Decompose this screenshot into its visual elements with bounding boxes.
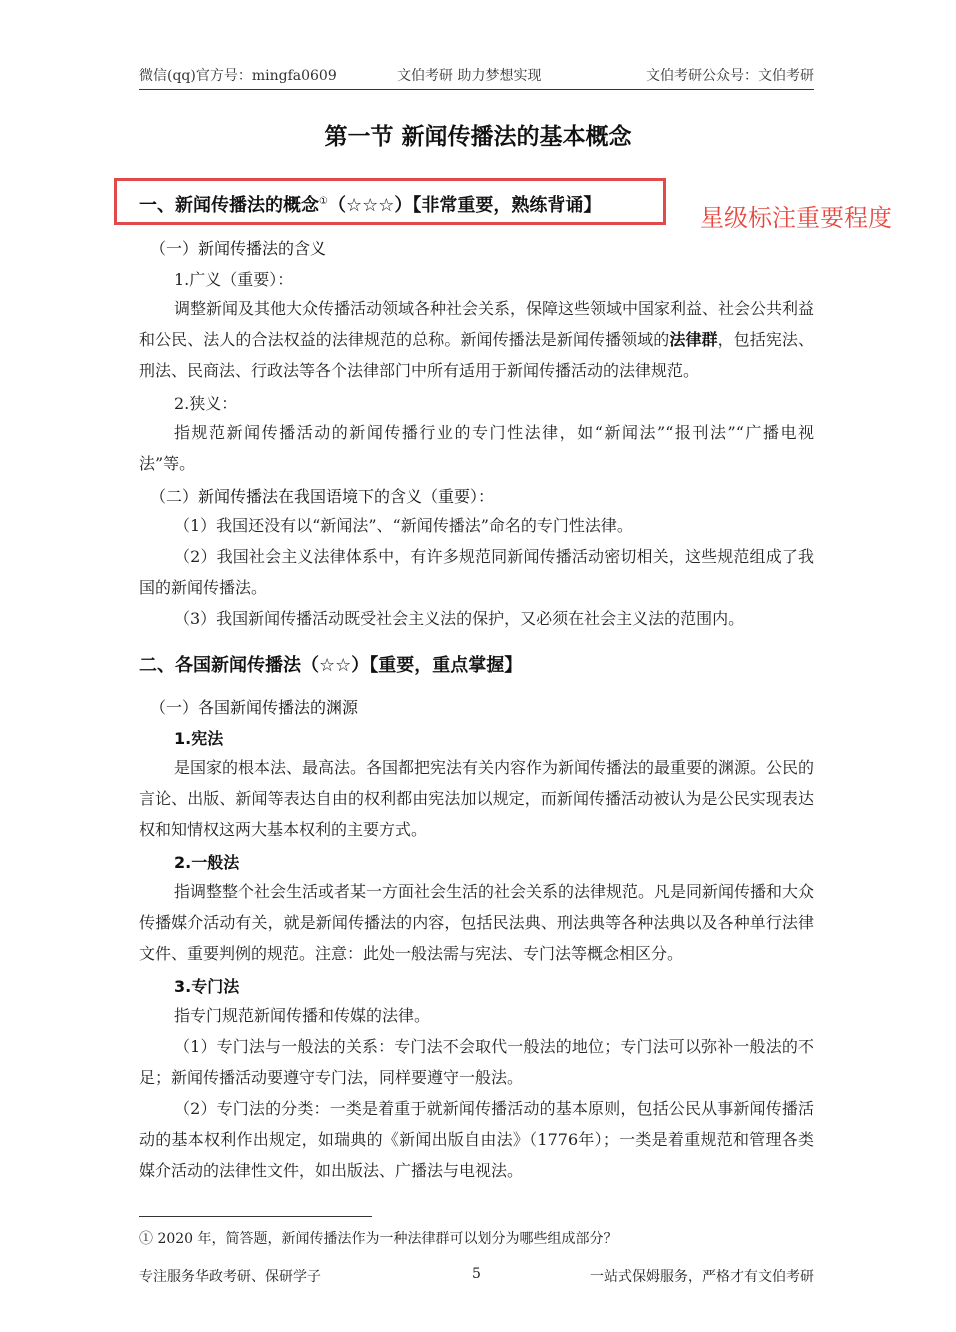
- item-special-law: 3.专门法: [174, 977, 240, 996]
- heading-sec1-rest: （☆☆☆）【非常重要，熟练背诵】: [327, 195, 602, 216]
- paragraph-classification: （2）专门法的分类：一类是着重于就新闻传播活动的基本原则，包括公民从事新闻传播活动的基本权利作出规定，如瑞典的《新闻出版自由法》（1776年）；一类是着重规范和管理各类媒介活动的法律性文件，如出版法、广播法与电视法。: [139, 1099, 814, 1180]
- point-2: （2）我国社会主义法律体系中，有许多规范同新闻传播活动密切相关，这些规范组成了我国的新闻传播法。: [139, 547, 814, 597]
- item-general-law: 2.一般法: [174, 853, 240, 872]
- page-header: [139, 63, 814, 90]
- paragraph-special-law: 指专门规范新闻传播和传媒的法律。: [174, 1006, 431, 1025]
- footnote-divider: [139, 1216, 372, 1217]
- header-left-text: 微信(qq)官方号：mingfa0609: [139, 68, 337, 84]
- item-constitution: 1.宪法: [174, 729, 224, 748]
- page-number: 5: [472, 1266, 481, 1282]
- paragraph-general-law: 指调整整个社会生活或者某一方面社会生活的社会关系的法律规范。凡是同新闻传播和大众传播媒介活动有关，就是新闻传播法的内容，包括民法典、刑法典等各种法典以及各种单行法律文件、重要判例的规范。注意：此处一般法需与宪法、专门法等概念相区分。: [139, 882, 815, 963]
- header-center-text: 文伯考研 助力梦想实现: [397, 68, 542, 84]
- section-title: 第一节 新闻传播法的基本概念: [324, 124, 632, 150]
- item-broad: 1.广义（重要）：: [174, 270, 294, 289]
- footer-right-text: 一站式保姆服务，严格才有文伯考研: [590, 1269, 814, 1285]
- subheading-meaning: （一）新闻传播法的含义: [150, 239, 327, 258]
- heading-sec2: 二、各国新闻传播法（☆☆）【重要，重点掌握】: [139, 655, 523, 676]
- subheading-china-context: （二）新闻传播法在我国语境下的含义（重要）：: [150, 487, 495, 506]
- heading-sec1: [139, 191, 601, 217]
- paragraph-constitution: 是国家的根本法、最高法。各国都把宪法有关内容作为新闻传播法的最重要的渊源。公民的言论、出版、新闻等表达自由的权利都由宪法加以规定，而新闻传播活动被认为是公民实现表达权和知情权这两大基本权利的主要方式。: [139, 758, 815, 839]
- paragraph-narrow: 指规范新闻传播活动的新闻传播行业的专门性法律，如“新闻法”“报刊法”“广播电视法”等。: [139, 423, 814, 473]
- footer-left-text: 专注服务华政考研、保研学子: [139, 1269, 321, 1285]
- footnote-ref[interactable]: ①: [319, 196, 328, 207]
- subheading-sources: （一）各国新闻传播法的渊源: [150, 698, 359, 717]
- paragraph-broad: [139, 293, 814, 386]
- bold-term: 法律群: [669, 330, 718, 349]
- footnote-text: ① 2020 年，简答题，新闻传播法作为一种法律群可以划分为哪些组成部分？: [139, 1231, 618, 1247]
- point-3: （3）我国新闻传播活动既受社会主义法的保护，又必须在社会主义法的范围内。: [174, 609, 745, 628]
- point-1: （1）我国还没有以“新闻法”、“新闻传播法”命名的专门性法律。: [174, 516, 633, 535]
- paragraph-relation: （1）专门法与一般法的关系：专门法不会取代一般法的地位；专门法可以弥补一般法的不足；新闻传播活动要遵守专门法，同样要遵守一般法。: [139, 1037, 814, 1087]
- paragraph-broad-text: 调整新闻及其他大众传播活动领域各种社会关系，保障这些领域中国家利益、社会公共利益和公民、法人的合法权益的法律规范的总称。新闻传播法是新闻传播领域的: [139, 299, 815, 349]
- annotation-note: 星级标注重要程度: [700, 204, 892, 232]
- header-right-text: 文伯考研公众号：文伯考研: [646, 68, 814, 84]
- paragraph-broad-rest: ，包括宪法、刑法、民商法、行政法等各个法律部门中所有适用于新闻传播活动的法律规范。: [139, 330, 814, 380]
- item-narrow: 2.狭义：: [174, 394, 238, 413]
- heading-sec1-text: 一、新闻传播法的概念: [139, 195, 319, 216]
